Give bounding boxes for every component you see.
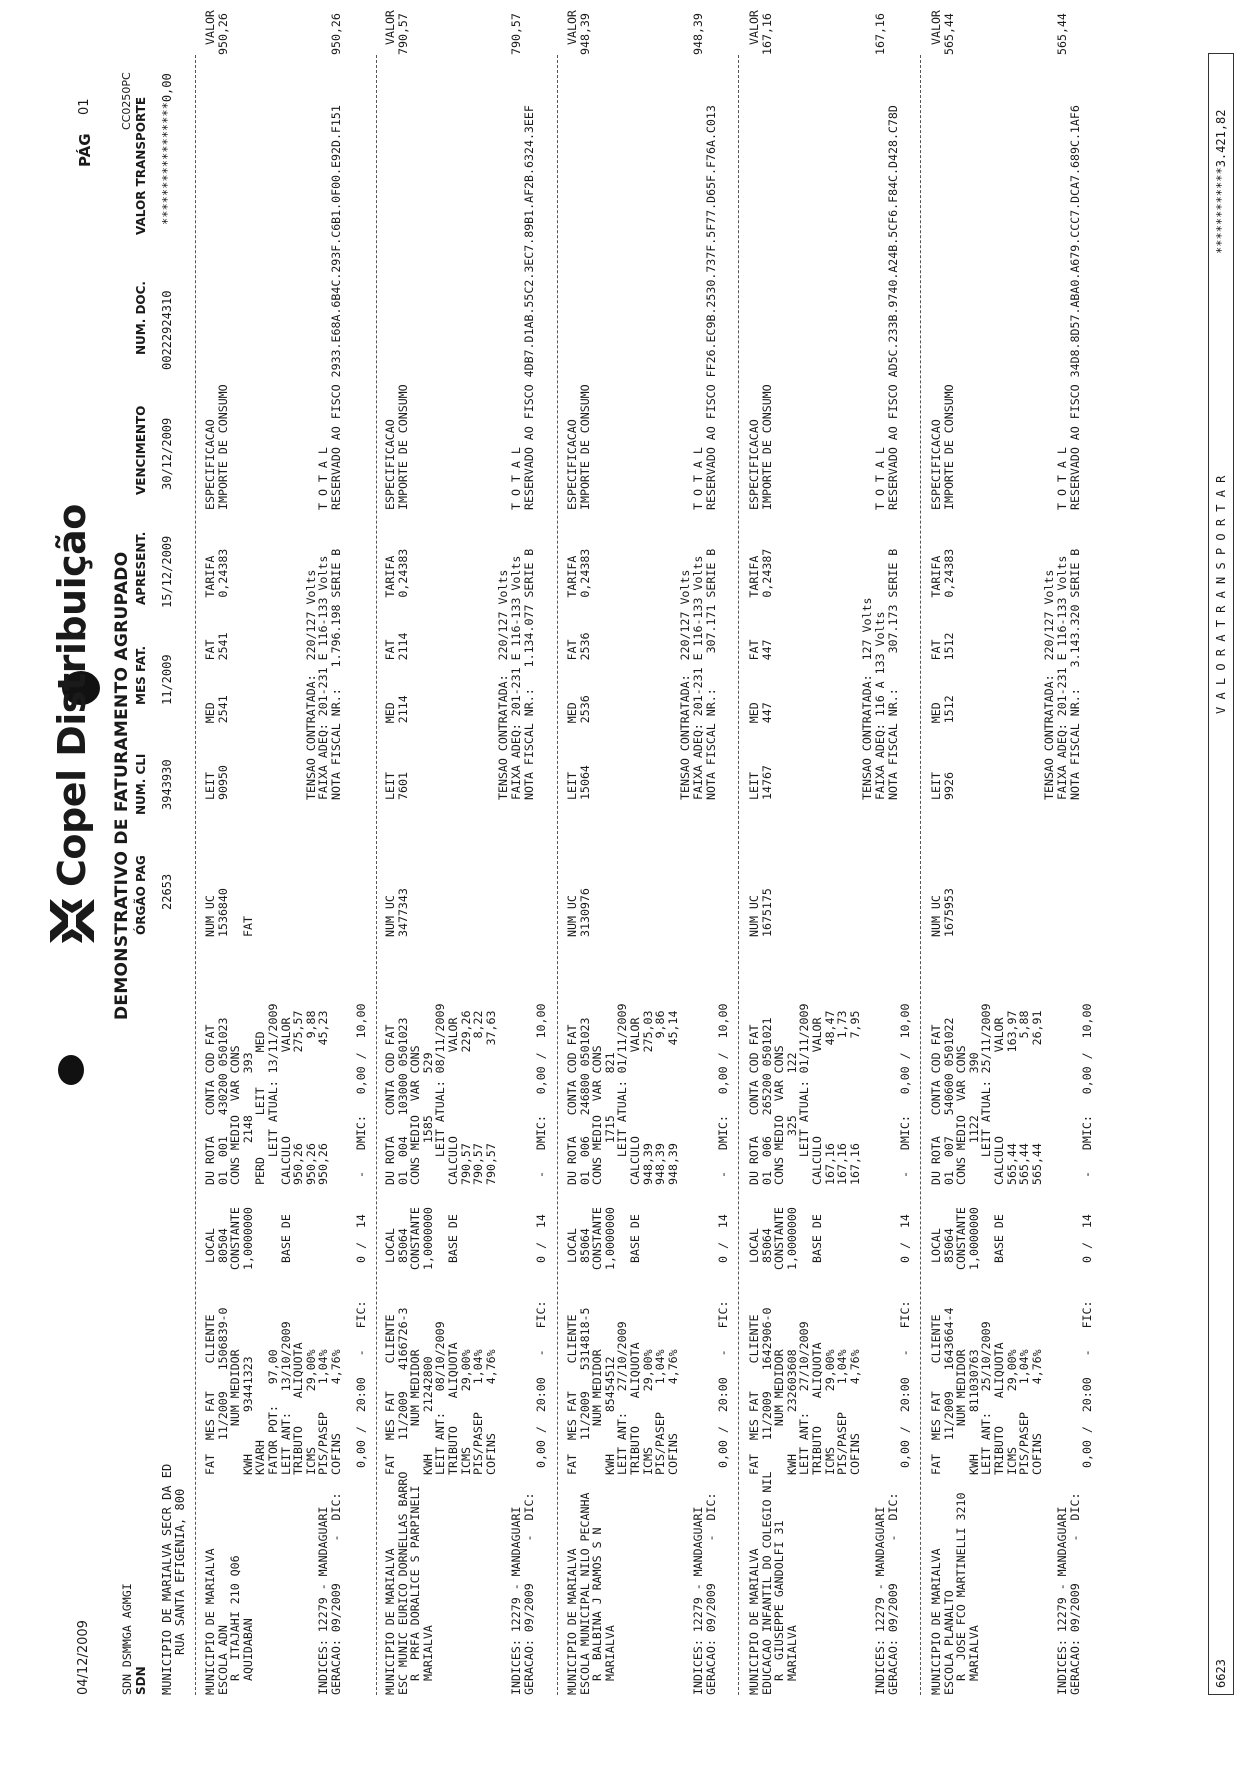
- record-reading: LEIT MED FAT TARIFA 7601 2114 2114 0,24383 TENSAO CONTRATADA: 220/127 Volts FAIXA ADEQ: 201-231 E 116-133 Volts NOTA FISCAL NR.: 1.134.077 SERIE B: [383, 548, 536, 800]
- record-consumption: DU ROTA CONTA COD FAT 01 004 103000 0501023 CONS MEDIO VAR CONS 1585 529 LEIT ATUAL: 08/11/2009 CALCULO VALOR 790,57 229,26 790,57 8,22 790,57 37,63 - DMIC: 0,00 / 10,00: [383, 1003, 549, 1185]
- record-valor-label: VALOR: [383, 10, 397, 45]
- orgao-pag-value: 22653: [160, 873, 174, 910]
- ink-blot: [58, 1055, 84, 1085]
- record-client: MUNICIPIO DE MARIALVA ESCOLA ADN R ITAJAHI 210 Q06 AQUIDABAN INDICES: 12279 - MANDAGUARI GERACAO: 09/2009 - DIC:: [203, 1492, 343, 1695]
- num-doc-value: 00222924310: [160, 290, 174, 370]
- record-uc: NUM UC 1675175: [747, 888, 774, 937]
- report-date: 04/12/2009: [76, 1620, 91, 1695]
- report-title: DEMONSTRATIVO DE FATURAMENTO AGRUPADO: [112, 551, 132, 1020]
- footer-code: 6623: [1214, 1659, 1228, 1688]
- divider: [195, 55, 196, 1695]
- record-spec: ESPECIFICACAO IMPORTE DE CONSUMO T O T A L RESERVADO AO FISCO AD5C.233B.9740.A24B.5CF6.F84C.D428.C78D: [747, 105, 900, 510]
- record-total: 565,44: [1055, 13, 1069, 55]
- program-code: CC0250PC: [120, 72, 133, 130]
- record-valor: 167,16: [759, 13, 774, 55]
- valor-transporte-value: *****************0,00: [160, 73, 174, 225]
- company-logo: [48, 504, 96, 945]
- vencimento-value: 30/12/2009: [160, 417, 174, 490]
- page-label: PÁG: [76, 133, 94, 167]
- record-total: 948,39: [691, 13, 705, 55]
- record-local: LOCAL 85064 CONSTANTE 1,0000000 BASE DE 0 / 14: [747, 1207, 913, 1270]
- sdn-name: MUNICIPIO DE MARIALVA SECR DA ED: [160, 1463, 174, 1695]
- col-vencimento: VENCIMENTO: [134, 405, 148, 495]
- record-valor-label: VALOR: [747, 10, 761, 45]
- page-number: 01: [77, 98, 92, 115]
- col-sdn: SDN: [134, 1666, 148, 1695]
- record-local: LOCAL 80504 CONSTANTE 1,0000000 BASE DE 0 / 14: [203, 1207, 369, 1270]
- record-billing: FAT MES FAT CLIENTE 11/2009 1506839-0 NUM MEDIDOR KWH 93441323 KVARH FATOR POT: 97,00 LEIT ANT: 13/10/2009 TRIBUTO ALIQUOTA ICMS 29,00% PIS/PASEP 1,04% COFINS 4,76% 0,00 / 20:00 - FIC:: [203, 1300, 369, 1475]
- record-reading: LEIT MED FAT TARIFA 90950 2541 2541 0,24383 TENSAO CONTRATADA: 220/127 Volts FAIXA ADEQ: 201-231 E 116-133 Volts NOTA FISCAL NR.: 1.796.198 SERIE B: [203, 548, 343, 800]
- apresent-value: 15/12/2009: [160, 535, 174, 608]
- record-consumption: DU ROTA CONTA COD FAT 01 007 540600 0501022 CONS MEDIO VAR CONS 1122 390 LEIT ATUAL: 25/11/2009 CALCULO VALOR 565,44 163,97 565,44 5,88 565,44 26,91 - DMIC: 0,00 / 10,00: [929, 1003, 1095, 1185]
- record-local: LOCAL 85064 CONSTANTE 1,0000000 BASE DE 0 / 14: [565, 1207, 731, 1270]
- divider: [376, 55, 377, 1695]
- record-reading: LEIT MED FAT TARIFA 14767 447 447 0,24387 TENSAO CONTRATADA: 127 Volts FAIXA ADEQ: 116 A 133 Volts NOTA FISCAL NR.: 307.173 SERIE B: [747, 548, 900, 800]
- record-valor: 790,57: [395, 13, 410, 55]
- record-total: 167,16: [873, 13, 887, 55]
- record-client: MUNICIPIO DE MARIALVA ESCOLA PLANALTO R JOSE FCO MARTINELLI 3210 MARIALVA INDICES: 12279 - MANDAGUARI GERACAO: 09/2009 - DIC:: [929, 1492, 1082, 1695]
- record-local: LOCAL 85064 CONSTANTE 1,0000000 BASE DE 0 / 14: [383, 1207, 549, 1270]
- col-valor-transporte: VALOR TRANSPORTE: [134, 96, 148, 235]
- record-client: MUNICIPIO DE MARIALVA ESC MUNIC EURICO DORNELLAS BARRO R PRFA DORALICE S PARPINELI MARIALVA INDICES: 12279 - MANDAGUARI GERACAO: 09/2009 - DIC:: [383, 1471, 536, 1695]
- col-orgao-pag: ÓRGÃO PAG: [134, 855, 148, 935]
- col-mes-fat: MES FAT.: [134, 645, 148, 705]
- record-valor: 565,44: [941, 13, 956, 55]
- record-spec: ESPECIFICACAO IMPORTE DE CONSUMO T O T A L RESERVADO AO FISCO 2933.E68A.6B4C.293F.C6B1.0F00.E92D.F151: [203, 105, 343, 510]
- record-uc: NUM UC 1675953: [929, 888, 956, 937]
- record-uc: NUM UC 3477343: [383, 888, 410, 937]
- divider: [557, 55, 558, 1695]
- record-reading: LEIT MED FAT TARIFA 15064 2536 2536 0,24383 TENSAO CONTRATADA: 220/127 Volts FAIXA ADEQ: 201-231 E 116-133 Volts NOTA FISCAL NR.: 307.171 SERIE B: [565, 548, 718, 800]
- record-spec: ESPECIFICACAO IMPORTE DE CONSUMO T O T A L RESERVADO AO FISCO FF26.EC9B.2530.737F.5F77.D65F.F76A.C013: [565, 105, 718, 510]
- footer-bar: [1208, 53, 1234, 1695]
- record-spec: ESPECIFICACAO IMPORTE DE CONSUMO T O T A L RESERVADO AO FISCO 34D8.8D57.ABA0.A679.CCC7.DCA7.689C.1AF6: [929, 105, 1082, 510]
- divider: [738, 55, 739, 1695]
- record-client: MUNICIPIO DE MARIALVA ESCOLA MUNICIPAL NILO PECANHA R BALBINA J RAMOS S N MARIALVA INDICES: 12279 - MANDAGUARI GERACAO: 09/2009 - DIC:: [565, 1492, 718, 1695]
- record-spec: ESPECIFICACAO IMPORTE DE CONSUMO T O T A L RESERVADO AO FISCO 4DB7.D1AB.55C2.3EC7.89B1.AF2B.6324.3EEF: [383, 105, 536, 510]
- company-name: Copel Distribuição: [50, 504, 94, 887]
- col-num-cli: NUM. CLI: [134, 753, 148, 815]
- record-billing: FAT MES FAT CLIENTE 11/2009 4166726-3 NUM MEDIDOR KWH 21242800 LEIT ANT: 08/10/2009 TRIBUTO ALIQUOTA ICMS 29,00% PIS/PASEP 1,04% COFINS 4,76% 0,00 / 20:00 - FIC:: [383, 1300, 549, 1475]
- copel-logo-icon: [48, 897, 96, 945]
- record-valor-label: VALOR: [929, 10, 943, 45]
- record-uc: NUM UC 1536840 FAT: [203, 888, 255, 937]
- footer-label: V A L O R A T R A N S P O R T A R: [1214, 475, 1228, 714]
- sdn-address: RUA SANTA EFIGENIA, 800: [173, 1488, 187, 1655]
- record-total: 950,26: [329, 13, 343, 55]
- record-consumption: DU ROTA CONTA COD FAT 01 001 430200 0501023 CONS MEDIO VAR CONS 2148 393 PERD LEIT MED LEIT ATUAL: 13/11/2009 CALCULO VALOR 950,26 275,57 950,26 9,88 950,26 45,23 - DMIC: 0,00 / 10,00: [203, 1003, 369, 1185]
- divider: [920, 55, 921, 1695]
- record-consumption: DU ROTA CONTA COD FAT 01 006 246800 0501023 CONS MEDIO VAR CONS 1715 821 LEIT ATUAL: 01/11/2009 CALCULO VALOR 948,39 275,03 948,39 9,86 948,39 45,14 - DMIC: 0,00 / 10,00: [565, 1003, 731, 1185]
- record-billing: FAT MES FAT CLIENTE 11/2009 1643664-4 NUM MEDIDOR KWH 811030763 LEIT ANT: 25/10/2009 TRIBUTO ALIQUOTA ICMS 29,00% PIS/PASEP 1,04% COFINS 4,76% 0,00 / 20:00 - FIC:: [929, 1300, 1095, 1475]
- record-billing: FAT MES FAT CLIENTE 11/2009 1642906-0 NUM MEDIDOR KWH 232603608 LEIT ANT: 27/10/2009 TRIBUTO ALIQUOTA ICMS 29,00% PIS/PASEP 1,04% COFINS 4,76% 0,00 / 20:00 - FIC:: [747, 1300, 913, 1475]
- sdn-line: SDN DSMMGA AGMGI: [120, 1583, 134, 1695]
- col-num-doc: NUM. DOC.: [134, 281, 148, 355]
- record-reading: LEIT MED FAT TARIFA 9926 1512 1512 0,24383 TENSAO CONTRATADA: 220/127 Volts FAIXA ADEQ: 201-231 E 116-133 Volts NOTA FISCAL NR.: 3.143.320 SERIE B: [929, 548, 1082, 800]
- record-consumption: DU ROTA CONTA COD FAT 01 006 265200 0501021 CONS MEDIO VAR CONS 325 122 LEIT ATUAL: 01/11/2009 CALCULO VALOR 167,16 48,47 167,16 1,73 167,16 7,95 - DMIC: 0,00 / 10,00: [747, 1003, 913, 1185]
- record-uc: NUM UC 3130976: [565, 888, 592, 937]
- record-valor: 950,26: [215, 13, 230, 55]
- record-billing: FAT MES FAT CLIENTE 11/2009 5314818-5 NUM MEDIDOR KWH 85454512 LEIT ANT: 27/10/2009 TRIBUTO ALIQUOTA ICMS 29,00% PIS/PASEP 1,04% COFINS 4,76% 0,00 / 20:00 - FIC:: [565, 1300, 731, 1475]
- num-cli-value: 3943930: [160, 759, 174, 810]
- record-valor-label: VALOR: [203, 10, 217, 45]
- record-valor-label: VALOR: [565, 10, 579, 45]
- footer-value: ************3.421,82: [1214, 109, 1228, 254]
- record-client: MUNICIPIO DE MARIALVA EDUCACAO INFANTIL DO COLEGIO NIL R GIUSEPPE GANDOLFI 31 MARIALVA INDICES: 12279 - MANDAGUARI GERACAO: 09/2009 - DIC:: [747, 1471, 900, 1695]
- col-apresent: APRESENT.: [134, 531, 148, 605]
- mes-fat-value: 11/2009: [160, 654, 174, 705]
- record-total: 790,57: [509, 13, 523, 55]
- record-valor: 948,39: [577, 13, 592, 55]
- record-local: LOCAL 85064 CONSTANTE 1,0000000 BASE DE 0 / 14: [929, 1207, 1095, 1270]
